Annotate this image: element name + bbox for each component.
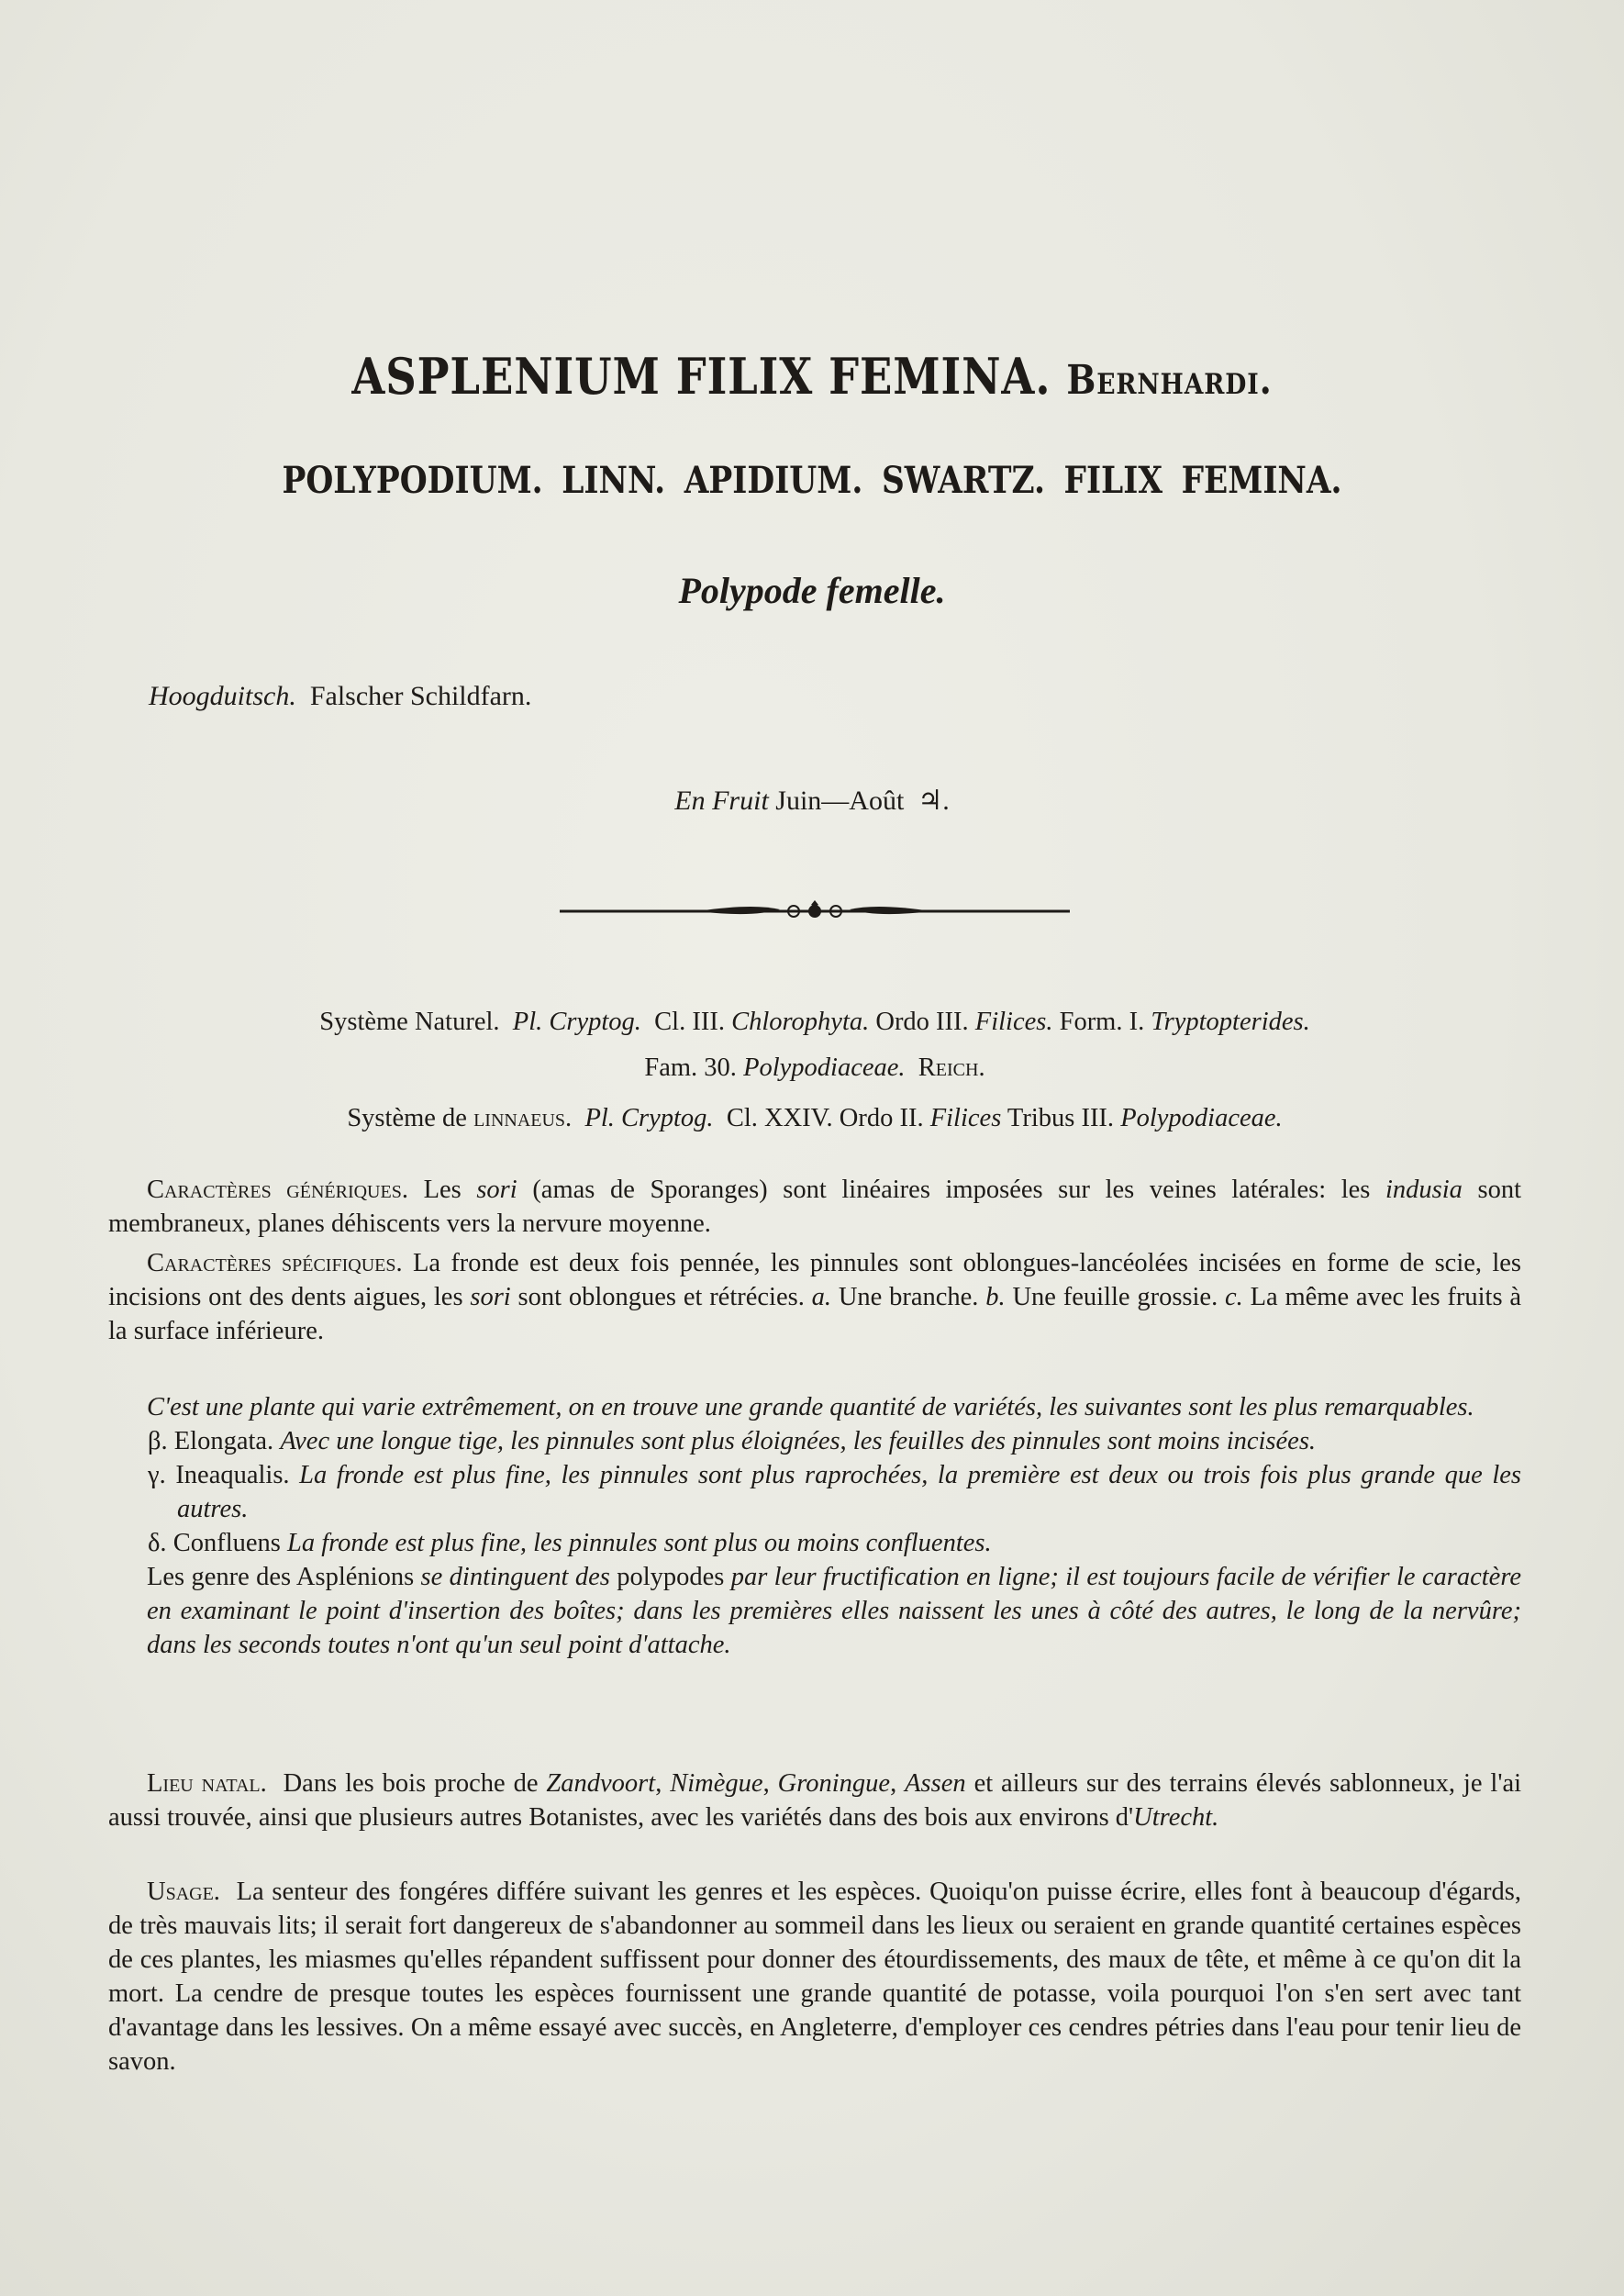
class-plantae: Pl. Cryptog. (512, 1008, 641, 1036)
common-name: Polypode femelle. (678, 570, 946, 611)
habitat-text-1: Dans les bois proche de (283, 1769, 539, 1798)
figure-b-text: Une feuille grossie. (1012, 1283, 1218, 1311)
beta-name: Elongata. (173, 1427, 274, 1455)
gamma-text: La fronde est plus fine, les pinnules sont plus raprochées, la première est deux ou trois fois plus grande que les autres. (177, 1461, 1521, 1523)
figure-b: b. (985, 1283, 1006, 1311)
usage-label: Usage. (147, 1878, 220, 1906)
class-linnaeus-tribus: Tribus III. (1007, 1104, 1115, 1132)
figure-c-text: La même avec les fruits à la surface inférieure. (108, 1283, 1522, 1345)
delta-name: Confluens (172, 1529, 281, 1557)
varieties-intro: C'est une plante qui varie extrêmement, on en trouve une grande quantité de variétés, les suivantes sont les plus remarquables. (147, 1393, 1474, 1421)
generic-text-2: (amas de Sporanges) sont linéaires imposées sur les veines latérales: les (532, 1176, 1371, 1204)
german-name (149, 681, 531, 712)
species-name: ASPLENIUM FILIX FEMINA. (351, 347, 1051, 406)
classification-line-1 (108, 1005, 1521, 1039)
class-linnaeus: linnaeus. (473, 1104, 573, 1132)
class-form-name: Tryptopterides. (1151, 1008, 1310, 1036)
fruit-label: En Fruit (674, 786, 769, 816)
usage-section (108, 1875, 1521, 2079)
genre-text-b: se dintinguent des (420, 1563, 610, 1591)
class-form: Form. I. (1059, 1008, 1145, 1036)
gamma-symbol: γ. (148, 1461, 166, 1489)
usage-text: La senteur des fongéres différe suivant les genres et les espèces. Quoiqu'on puisse écrire, elles font à beaucoup d'égards, de très mauvais lits; il serait fort dangereux de s'abandonner au sommeil dans les lieux ou seraient en grande quantité certaines espèces de ces plantes, les miasmes qu'elles répandent suffissent pour donner des étourdissements, des maux de tête, et même à ce qu'on dit la mort. La cendre de presque toutes les espèces fournissent une grande quantité de potasse, voila pourquoi l'on s'en sert avec tant d'avantage dans les lessives. On a même essayé avec succès, en Angleterre, d'employer ces cendres pétries dans l'eau pour tenir lieu de savon. (108, 1878, 1521, 2076)
german-label: Hoogduitsch. (149, 681, 296, 711)
genre-text-c: polypodes (617, 1563, 725, 1591)
delta-symbol: δ. (148, 1529, 167, 1557)
generic-label: Caractères génériques. (147, 1176, 408, 1204)
genre-text-a: Les genre des Asplénions (147, 1563, 415, 1591)
class-ordo: Ordo III. (875, 1008, 969, 1036)
perennial-symbol: ♃. (918, 786, 950, 816)
specific-sori: sori (470, 1283, 511, 1311)
place-groningue: Groningue (777, 1769, 891, 1798)
ornament-divider (560, 897, 1070, 925)
beta-symbol: β. (148, 1427, 168, 1455)
specific-characters (108, 1246, 1521, 1348)
generic-text-1: Les (423, 1176, 462, 1204)
variety-delta (108, 1526, 1521, 1560)
species-author: Bernhardi. (1066, 357, 1273, 404)
class-linnaeus-label: Système de (347, 1104, 467, 1132)
beta-text: Avec une longue tige, les pinnules sont plus éloignées, les feuilles des pinnules sont moins incisées. (280, 1427, 1317, 1455)
generic-text-3: sont membraneux, planes déhiscents vers la nervure moyenne. (108, 1176, 1522, 1238)
variety-gamma (108, 1458, 1521, 1526)
page-title (114, 347, 1510, 406)
german-value: Falscher Schildfarn. (309, 681, 532, 711)
fruit-period: Juin—Août (775, 786, 905, 816)
class-ordo-name: Filices. (974, 1008, 1053, 1036)
place-utrecht: Utrecht. (1133, 1803, 1219, 1832)
class-class-name: Chlorophyta. (731, 1008, 870, 1036)
synonyms-heading: POLYPODIUM. LINN. APIDIUM. SWARTZ. FILIX FEMINA. (282, 459, 1342, 502)
classification-line-2 (108, 1051, 1521, 1085)
figure-a: a. (811, 1283, 832, 1311)
genre-note (108, 1560, 1521, 1662)
place-assen: Assen (905, 1769, 966, 1798)
generic-indusia: indusia (1385, 1176, 1463, 1204)
figure-a-text: Une branche. (838, 1283, 979, 1311)
class-reich: Reich. (918, 1053, 985, 1082)
specific-label: Caractères spécifiques. (147, 1249, 403, 1277)
class-linnaeus-filices: Filices (929, 1104, 1002, 1132)
genre-text-d: par leur fructification en ligne; il est toujours facile de vérifier le caractère en examinant le point d'insertion des boîtes; dans les premières elles naissent les unes à côté des autres, le long de la nervûre; dans les seconds toutes n'ont qu'un seul point d'attache. (147, 1563, 1522, 1659)
habitat-text-2: et ailleurs sur des terrains élevés sablonneux, je l'ai aussi trouvée, ainsi que plusieurs autres Botanistes, avec les variétés dans des bois aux environs d' (108, 1769, 1522, 1832)
varieties-section (108, 1390, 1521, 1662)
class-linnaeus-class: Cl. XXIV. Ordo II. (726, 1104, 924, 1132)
class-class: Cl. III. (654, 1008, 725, 1036)
specific-text-2: sont oblongues et rétrécies. (517, 1283, 805, 1311)
variety-beta (108, 1424, 1521, 1458)
place-zandvoort: Zandvoort (546, 1769, 656, 1798)
class-linnaeus-tribus-name: Polypodiaceae. (1120, 1104, 1283, 1132)
habitat-label: Lieu natal. (147, 1769, 267, 1798)
classification-line-3 (108, 1101, 1521, 1135)
fruiting-period (0, 785, 1624, 817)
place-nimegue: Nimègue (670, 1769, 763, 1798)
class-family: Fam. 30. (644, 1053, 737, 1082)
class-linnaeus-plantae: Pl. Cryptog. (584, 1104, 714, 1132)
class-system-natural: Système Naturel. (319, 1008, 500, 1036)
figure-c: c. (1225, 1283, 1243, 1311)
gamma-name: Ineaqualis. (175, 1461, 290, 1489)
class-family-name: Polypodiaceae. (743, 1053, 906, 1082)
generic-characters (108, 1173, 1521, 1241)
generic-sori: sori (476, 1176, 517, 1204)
habitat-section: Lieu natal. Dans les bois proche de Zandvoort, Nimègue, Groningue, Assen et ailleurs sur des terrains élevés sablonneux, je l'ai aussi trouvée, ainsi que plusieurs autres Botanistes, avec les variétés dans des bois aux environs d'Utrecht. (108, 1769, 1522, 1832)
delta-text: La fronde est plus fine, les pinnules sont plus ou moins confluentes. (286, 1529, 992, 1557)
specific-text-1: La fronde est deux fois pennée, les pinnules sont oblongues-lancéolées incisées en forme de scie, les incisions ont des dents aigues, les (108, 1249, 1521, 1311)
